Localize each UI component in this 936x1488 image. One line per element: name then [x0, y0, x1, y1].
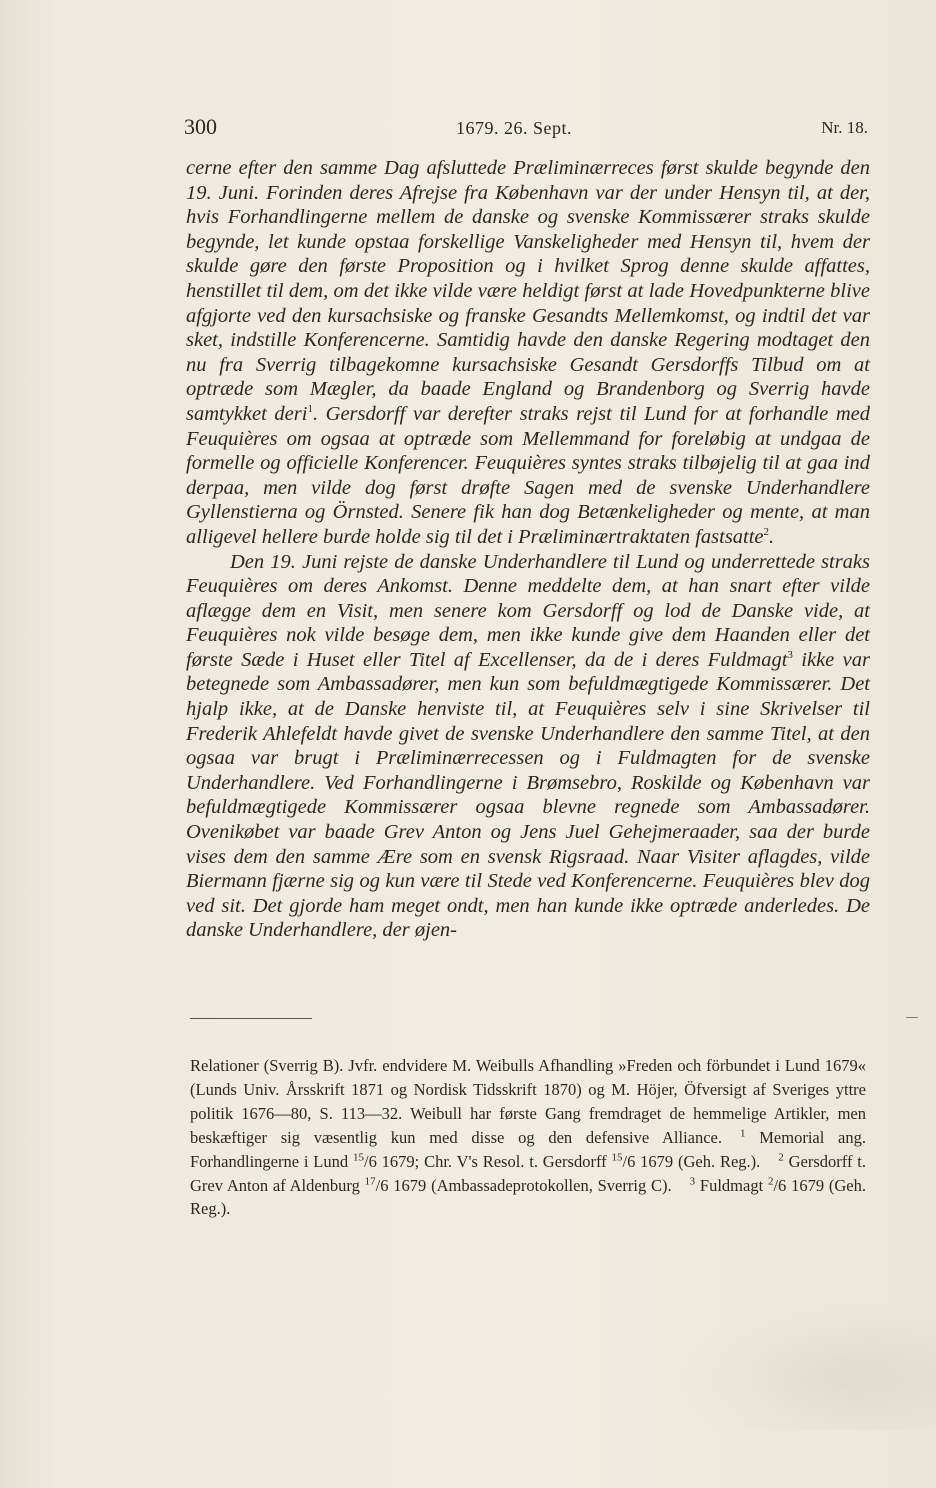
- footnotes: [190, 1054, 866, 1221]
- footnote-ref-1: 1: [307, 403, 313, 416]
- paragraph-1: [186, 156, 870, 550]
- scan-stain: [674, 1300, 936, 1430]
- footnote-2: $^2$ Gersdorff t. Grev Anton af Aldenburg $^{17}$/6 1679 (Ambassadeprotokollen, Sverrig C).: [190, 1151, 867, 1195]
- paragraph-text: cerne efter den samme Dag afsluttede Præliminærreces først skulde begynde den 19. Juni. Forinden deres Afrejse fra København var der under Hensyn til, at der, hvis Forhandlingerne mellem de danske og svenske Kommissærer straks skulde begynde, let kunde opstaa forskellige Vanskeligheder med Hensyn til, hvem der skulde gøre den første Proposition og i hvilket Sprog denne skulde affattes, henstillet til dem, om det ikke vilde være heldigt først at lade Hovedpunkterne blive afgjorte ved den kursachsiske og franske Gesandts Mellemkomst, og indtil det var sket, indstille Konferencerne. Samtidig havde den danske Regering modtaget den nu fra Sverrig tilbagekomne kursachsiske Gesandt Gersdorffs Tilbud om at optræde som Mægler, da baade England og Brandenborg og Sverrig havde samtykket deri: [186, 157, 870, 425]
- edge-mark: [906, 1017, 918, 1018]
- main-text: [186, 156, 870, 943]
- footnote-ref-2: 2: [763, 526, 770, 539]
- header-date: 1679. 26. Sept.: [456, 118, 573, 138]
- footnote-rule: [190, 1018, 312, 1019]
- running-header: [184, 114, 868, 144]
- paragraph-text: ikke var betegnede som Ambassadører, men kun som befuldmægtigede Kommissærer. Det hjalp ikke, at de Danske henviste til, at Feuquières selv i sine Skrivelser til Frederik Ahlefeldt havde givet de svenske Underhandlere den samme Titel, at den ogsaa var brugt i Præliminærrecessen og i Fuldmagten for de svenske Underhandlere. Ved Forhandlingerne i Brømsebro, Roskilde og København var befuldmægtigede Kommissærer ogsaa blevne regnede som Ambassadører. Ovenikøbet var baade Grev Anton og Jens Juel Gehejmeraader, saa der burde vises dem den samme Ære som en svensk Rigsraad. Naar Visiter aflagdes, vilde Biermann fjærne sig og kun være til Stede ved Konferencerne. Feuquières blev dog ved sit. Det gjorde ham meget ondt, men han kunde ikke optræde anderledes. De danske Underhandlere, der øjen-: [186, 648, 870, 942]
- document-number: Nr. 18.: [821, 118, 868, 137]
- footnote-ref-3: 3: [787, 649, 793, 662]
- paragraph-2: [186, 550, 870, 944]
- paragraph-text: .: [769, 525, 775, 548]
- paragraph-text: Den 19. Juni rejste de danske Underhandlere til Lund og underrettede straks Feuquières om deres Ankomst. Denne meddelte dem, at han snart efter vilde aflægge dem en Visit, men senere kom Gersdorff og lod de Danske vide, at Feuquières nok vilde besøge dem, men ikke kunde give dem Haanden eller det første Sæde i Huset eller Titel af Excellenser, da de i deres Fuldmagt: [186, 550, 870, 671]
- footnote-1: $^1$ Memorial ang. Forhandlingerne i Lund $^{15}$/6 1679; Chr. V's Resol. t. Gersdorff $^{15}$/6 1679 (Geh. Reg.).: [190, 1127, 867, 1171]
- paragraph-text: . Gersdorff var derefter straks rejst til Lund for at forhandle med Feuquières om ogsaa at optræde som Mellemmand for foreløbig at undgaa de formelle og officielle Konferencer. Feuquières syntes straks tilbøjelig til at gaa ind derpaa, men vilde dog først drøfte Sagen med de svenske Underhandlere Gyllenstierna og Örnsted. Senere fik han dog Betænkeligheder og mente, at man alligevel hellere burde holde sig til det i Præliminærtraktaten fastsatte: [186, 402, 870, 548]
- footnote-continuation: Relationer (Sverrig B). Jvfr. endvidere M. Weibulls Afhandling »Freden och förbundet i Lund 1679« (Lunds Univ. Årsskrift 1871 og Nordisk Tidsskrift 1870) og M. Höjer, Öfversigt af Sveriges yttre politik 1676—80, S. 113—32. Weibull har første Gang fremdraget de hemmelige Artikler, men beskæftiger sig væsentlig kun med disse og den defensive Alliance.: [190, 1056, 866, 1147]
- footnote-3: $^3$ Fuldmagt $^2$/6 1679 (Geh. Reg.).: [190, 1175, 866, 1219]
- page-number: 300: [184, 114, 217, 139]
